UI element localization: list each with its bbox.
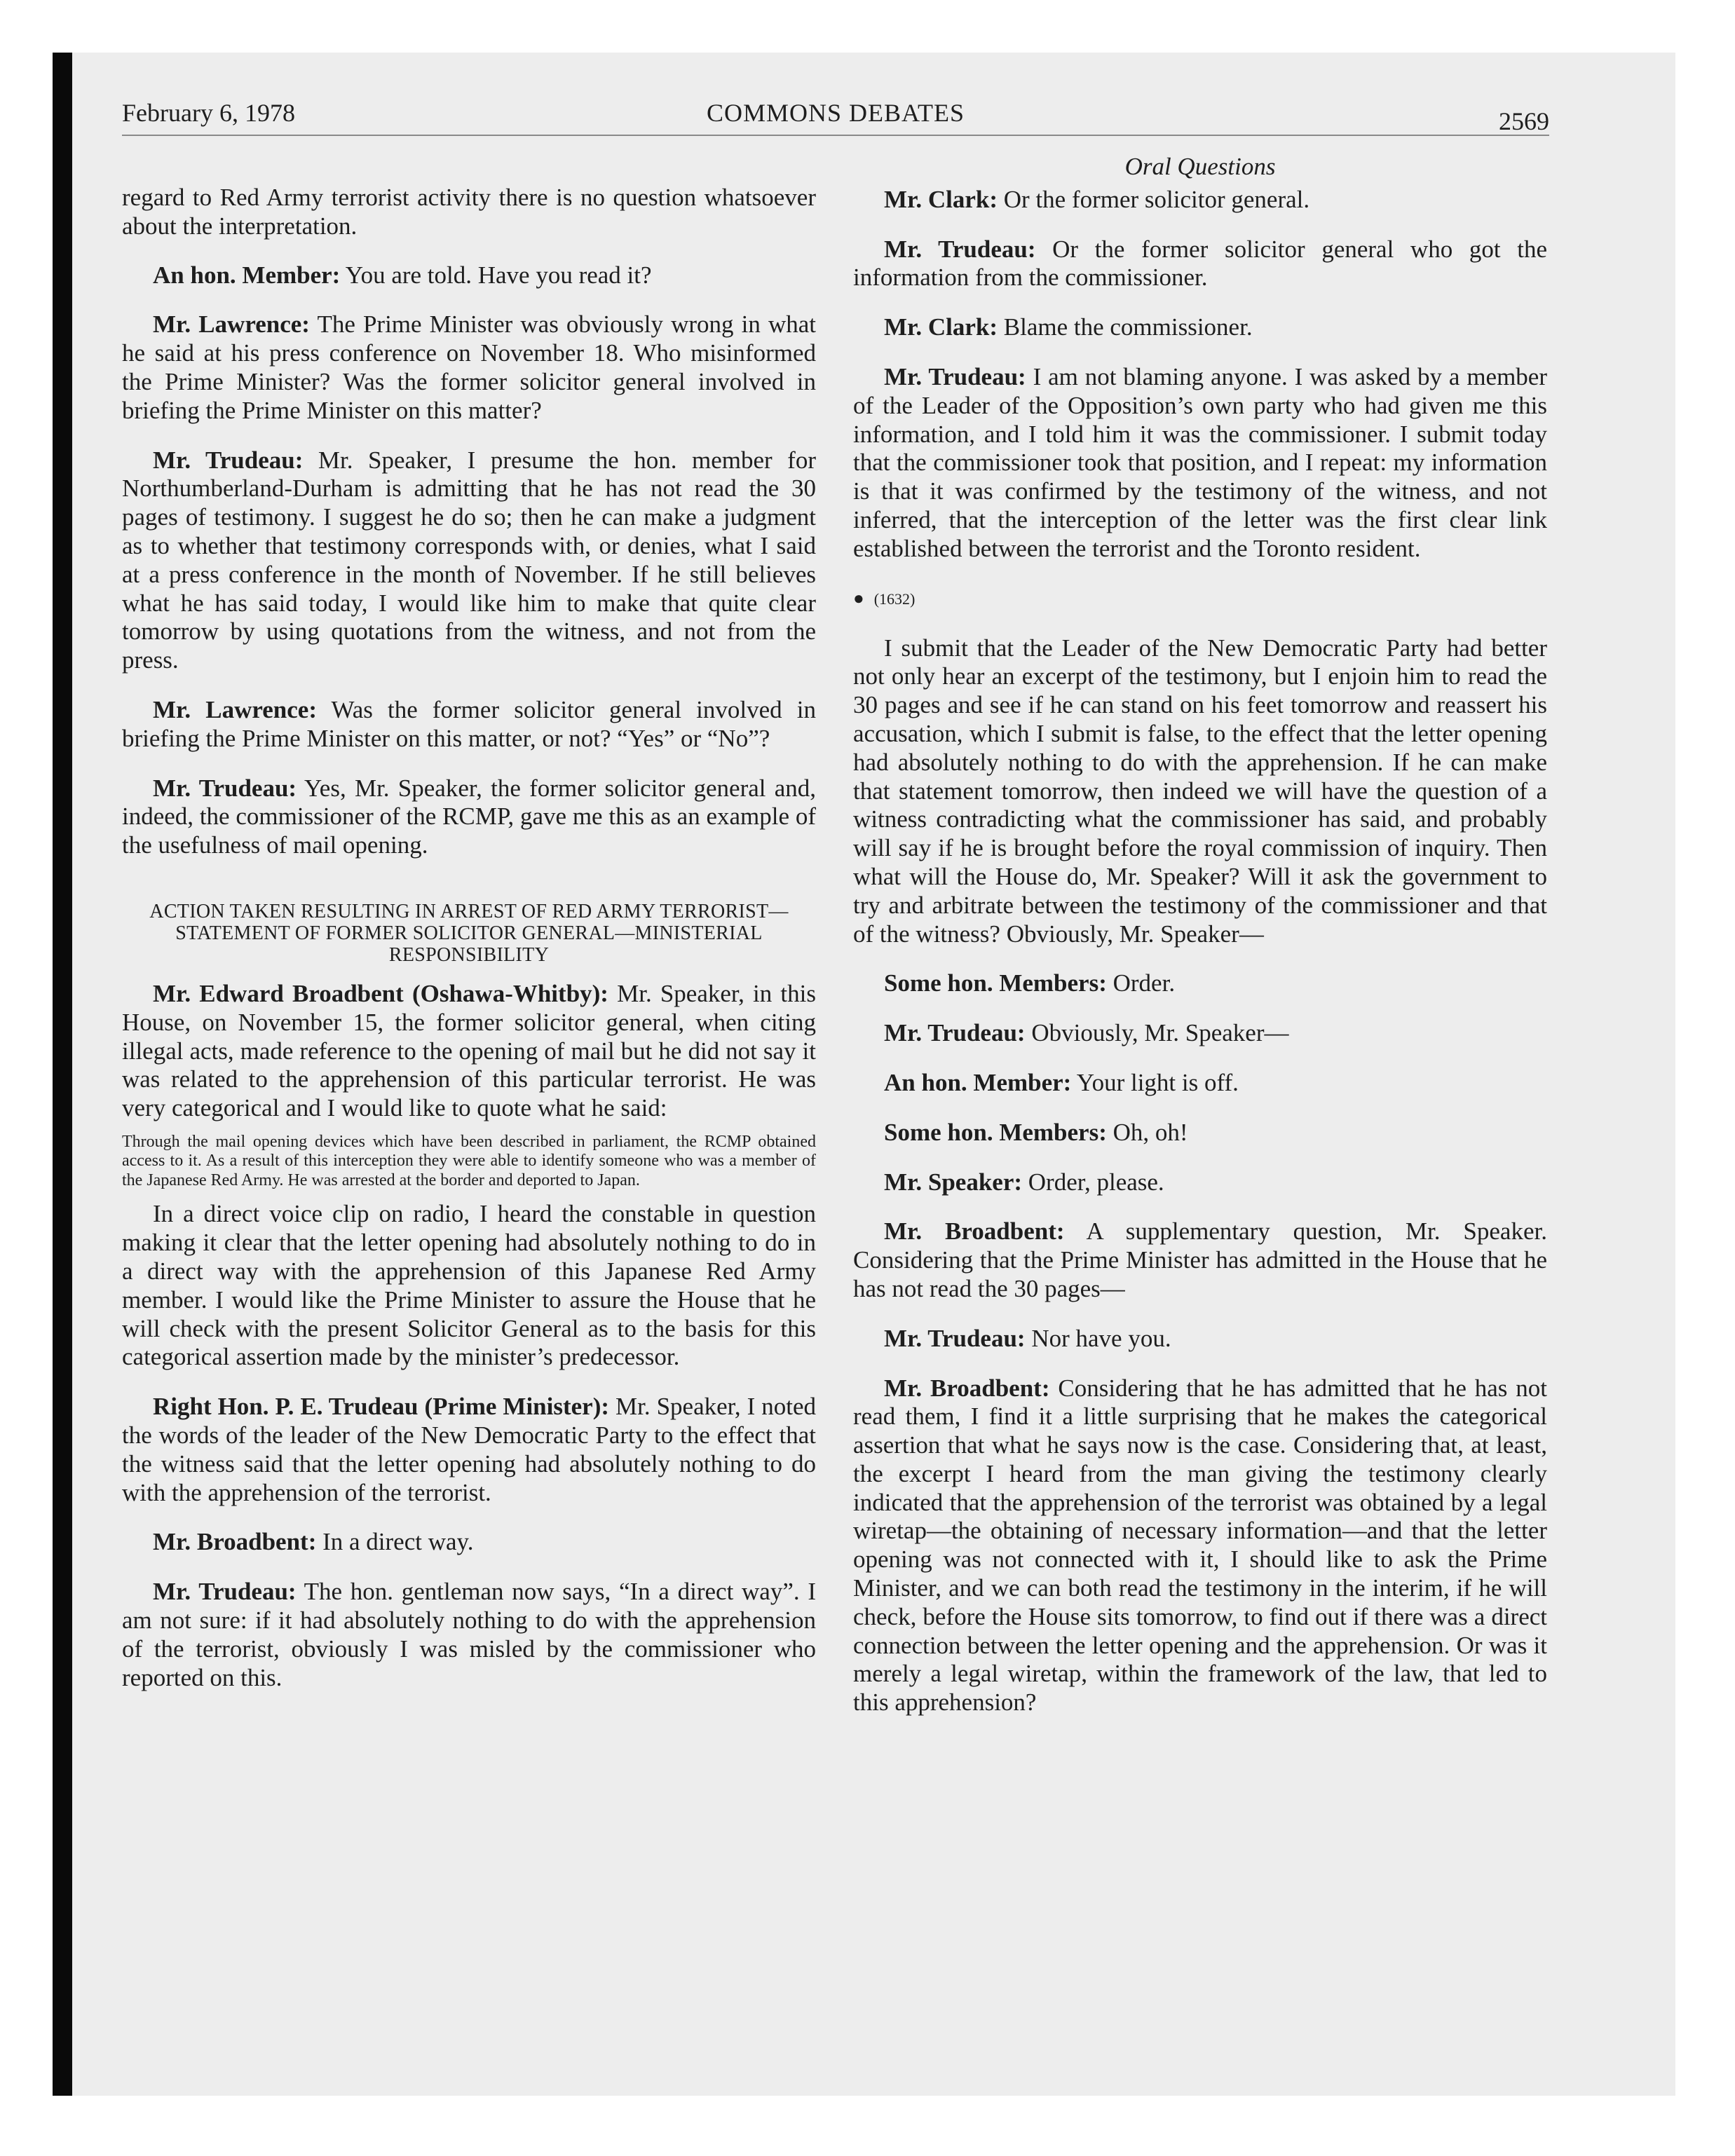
- right-column: [853, 153, 1547, 1738]
- speech-text: In a direct way.: [316, 1528, 474, 1556]
- speaker-name: Mr. Speaker:: [884, 1168, 1023, 1196]
- speaker-name: Mr. Trudeau:: [153, 1578, 297, 1606]
- paragraph: In a direct voice clip on radio, I heard the constable in question making it clear that the letter opening had absolutely nothing to do in a direct way with the apprehension of this Japanese Red Army member. I would like the Prime Minister to assure the House that he will check with the present Solicitor General as to the basis for this categorical assertion made by the minister’s predecessor.: [122, 1200, 816, 1371]
- speaker-name: Some hon. Members:: [884, 1118, 1107, 1146]
- speech-text: Or the former solicitor general who got the information from the commissioner.: [853, 235, 1547, 292]
- column-label: Oral Questions: [1124, 153, 1276, 180]
- paragraph: [853, 1119, 1547, 1147]
- paragraph: [853, 1217, 1547, 1303]
- speech-text: Mr. Speaker, I noted the words of the leader of the New Democratic Party to the effect that the witness said that the letter opening had absolutely nothing to do with the apprehension of the terrorist.: [122, 1393, 816, 1506]
- paragraph: [853, 236, 1547, 293]
- speech-text: Order.: [1106, 969, 1176, 997]
- paragraph: [853, 1019, 1547, 1048]
- speaker-name: Mr. Trudeau:: [153, 774, 297, 802]
- paragraph: [853, 1069, 1547, 1098]
- speaker-name: An hon. Member:: [884, 1068, 1072, 1096]
- speech-text: Mr. Speaker, in this House, on November 15, the former solicitor general, when citing illegal acts, made reference to the opening of mail but he did not say it was related to the apprehension of this particular terrorist. He was very categorical and I would like to quote what he said:: [122, 979, 816, 1122]
- speaker-name: Mr. Trudeau:: [153, 446, 304, 474]
- speech-text: Considering that he has admitted that he has not read them, I find it a little surprising that he makes the categorical assertion that what he says now is the case. Considering that, at least, the excerpt I heard from the man giving the testimony clearly indicated that the apprehension of the terrorist was obtained by a legal wiretap—the obtaining of necessary information—and that the letter opening was not connected with it, I should like to ask the Prime Minister, and we can both read the testimony in the interim, if he will check, before the House sits tomorrow, to find out if there was a direct connection between the letter opening and the apprehension. Or was it merely a legal wiretap, within the framework of the law, that led to this apprehension?: [853, 1374, 1547, 1717]
- speaker-name: Mr. Trudeau:: [884, 362, 1026, 390]
- paragraph: [122, 980, 816, 1123]
- speech-text: A supplementary question, Mr. Speaker. Considering that the Prime Minister has admitted in the House that he has not read the 30 pages—: [853, 1217, 1547, 1302]
- speaker-name: Some hon. Members:: [884, 969, 1107, 997]
- speaker-name: Mr. Lawrence:: [153, 311, 310, 339]
- page-header: [122, 98, 1549, 136]
- speaker-name: Mr. Edward Broadbent (Oshawa-Whitby):: [153, 979, 608, 1007]
- page-number: 2569: [1499, 107, 1549, 135]
- paragraph: [122, 311, 816, 425]
- header-title: COMMONS DEBATES: [706, 99, 965, 127]
- binding-edge: [53, 53, 72, 2096]
- speaker-name: Right Hon. P. E. Trudeau (Prime Minister):: [153, 1393, 610, 1421]
- paragraph: [122, 696, 816, 753]
- speech-text: Was the former solicitor general involved in briefing the Prime Minister on this matter, or not? “Yes” or “No”?: [122, 695, 816, 752]
- paragraph: [122, 1578, 816, 1692]
- paragraph: regard to Red Army terrorist activity there is no question whatsoever about the interpretation.: [122, 184, 816, 240]
- paragraph: [122, 446, 816, 675]
- speaker-name: Mr. Clark:: [884, 313, 998, 341]
- bullet-icon: ●: [853, 587, 864, 608]
- speech-text: The Prime Minister was obviously wrong in what he said at his press conference on November 18. Who misinformed the Prime Minister? Was the former solicitor general involved in briefing the Prime Minister on this matter?: [122, 311, 816, 424]
- paragraph: [122, 261, 816, 290]
- left-column: [122, 184, 816, 1713]
- block-quote: Through the mail opening devices which have been described in parliament, the RCMP obtained access to it. As a result of this interception they were able to identify someone who was a member of the Japanese Red Army. He was arrested at the border and deported to Japan.: [122, 1132, 816, 1189]
- speech-text: Obviously, Mr. Speaker—: [1025, 1019, 1289, 1047]
- speech-text: I am not blaming anyone. I was asked by a member of the Leader of the Opposition’s own party who had given me this information, and I told him it was the commissioner. I submit today that the commissioner took that position, and I repeat: my information is that it was confirmed by the testimony of the witness, and not inferred, that the interception of the letter was the first clear link established between the terrorist and the Toronto resident.: [853, 362, 1547, 562]
- speech-text: Mr. Speaker, I presume the hon. member for Northumberland-Durham is admitting that he has not read the 30 pages of testimony. I suggest he do so; then he can make a judgment as to whether that testimony corresponds with, or denies, what I said at a press conference in the month of November. If he still believes what he has said today, I would like him to make that quite clear tomorrow by using quotations from the witness, and not from the press.: [122, 446, 816, 674]
- speech-text: You are told. Have you read it?: [340, 261, 652, 289]
- speech-text: Oh, oh!: [1106, 1118, 1188, 1146]
- speaker-name: Mr. Trudeau:: [884, 235, 1036, 263]
- paragraph: [853, 1325, 1547, 1353]
- speech-text: Yes, Mr. Speaker, the former solicitor general and, indeed, the commissioner of the RCMP, gave me this as an example of the usefulness of mail opening.: [122, 774, 817, 859]
- speech-text: Your light is off.: [1071, 1068, 1239, 1096]
- paragraph: [853, 313, 1547, 342]
- speech-text: The hon. gentleman now says, “In a direct way”. I am not sure: if it had absolutely nothing to do with the apprehension of the terrorist, obviously I was misled by the commissioner who reported on this.: [122, 1578, 816, 1691]
- speaker-name: Mr. Lawrence:: [153, 695, 317, 723]
- speech-text: Or the former solicitor general.: [998, 185, 1310, 213]
- header-date: February 6, 1978: [122, 99, 295, 127]
- paragraph: [122, 775, 816, 860]
- paragraph: [853, 969, 1547, 998]
- speaker-name: Mr. Broadbent:: [884, 1217, 1065, 1246]
- speaker-name: Mr. Trudeau:: [884, 1019, 1026, 1047]
- speaker-name: An hon. Member:: [153, 261, 341, 289]
- speaker-name: Mr. Broadbent:: [884, 1374, 1050, 1402]
- speaker-name: Mr. Trudeau:: [884, 1324, 1026, 1352]
- time-marker-text: (1632): [873, 589, 916, 608]
- speech-text: Blame the commissioner.: [998, 313, 1253, 341]
- paragraph: [122, 1393, 816, 1507]
- speech-text: Nor have you.: [1025, 1324, 1171, 1352]
- paragraph: [853, 186, 1547, 214]
- paragraph: [853, 1374, 1547, 1718]
- paragraph: I submit that the Leader of the New Democratic Party had better not only hear an excerpt of the testimony, but I enjoin him to read the 30 pages and see if he can stand on his feet tomorrow and reassert his accusation, which I submit is false, to the effect that the letter opening had absolutely nothing to do with the apprehension. If he can make that statement tomorrow, then indeed we will have the question of a witness contradicting what the commissioner has said, and probably will say if he is brought before the royal commission of inquiry. Then what will the House do, Mr. Speaker? Will it ask the government to try and arbitrate between the testimony of the commissioner and that of the witness? Obviously, Mr. Speaker—: [853, 634, 1547, 948]
- paragraph: [853, 363, 1547, 564]
- time-marker: [853, 585, 1547, 613]
- paragraph: [853, 1168, 1547, 1197]
- speaker-name: Mr. Broadbent:: [153, 1528, 317, 1556]
- speech-text: Order, please.: [1022, 1168, 1164, 1196]
- section-heading: ACTION TAKEN RESULTING IN ARREST OF RED ARMY TERRORIST—STATEMENT OF FORMER SOLICITOR GENERAL—MINISTERIAL RESPONSIBILITY: [149, 900, 789, 966]
- paragraph: [122, 1528, 816, 1557]
- speaker-name: Mr. Clark:: [884, 185, 998, 213]
